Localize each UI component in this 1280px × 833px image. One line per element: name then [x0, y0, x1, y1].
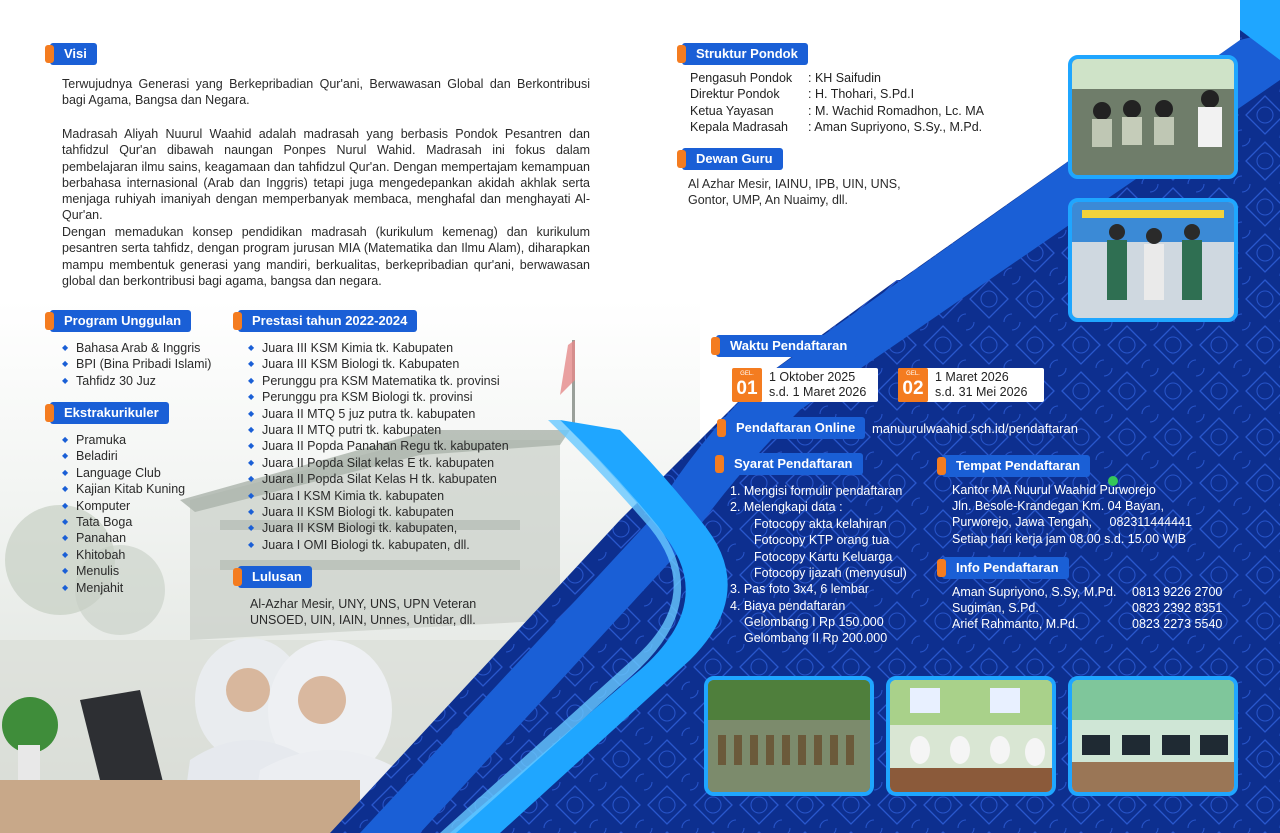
tempat-line: Setiap hari kerja jam 08.00 s.d. 15.00 WIB [952, 532, 1187, 546]
online-label: Pendaftaran Online [722, 417, 865, 439]
info-label: Info Pendaftaran [942, 557, 1069, 579]
prestasi-list [248, 340, 509, 553]
ekstra-item: ◆ Tata Boga [62, 514, 185, 530]
struktur-row: Kepala Madrasah : Aman Supriyono, S.Sy., M.Pd. [690, 120, 983, 134]
prestasi-item: ◆ Perunggu pra KSM Biologi tk. provinsi [248, 389, 509, 405]
program-item: ◆ Tahfidz 30 Juz [62, 373, 211, 389]
struktur-label: Struktur Pondok [682, 43, 808, 65]
prestasi-item: ◆ Juara I OMI Biologi tk. kabupaten, dll. [248, 537, 509, 553]
gel2-end: s.d. 31 Mei 2026 [935, 385, 1028, 399]
registration-url[interactable]: manuurulwaahid.sch.id/pendaftaran [872, 421, 1078, 436]
prestasi-item: ◆ Juara II KSM Biologi tk. kabupaten, [248, 520, 509, 536]
syarat-label: Syarat Pendaftaran [720, 453, 863, 475]
gel-tag: GEL. [740, 371, 754, 377]
contact-phone: 0823 2273 5540 [1132, 617, 1223, 631]
prestasi-label: Prestasi tahun 2022-2024 [238, 310, 417, 332]
syarat-item: 2. Melengkapi data : [730, 500, 843, 514]
dewan-label: Dewan Guru [682, 148, 783, 170]
ekstra-item: ◆ Komputer [62, 498, 185, 514]
gelombang-2-box [898, 368, 1044, 402]
prestasi-item: ◆ Juara II Popda Silat kelas E tk. kabupaten [248, 455, 509, 471]
prestasi-item: ◆ Juara I KSM Kimia tk. kabupaten [248, 488, 509, 504]
ekstra-item: ◆ Menjahit [62, 580, 185, 596]
syarat-item: Fotocopy ijazah (menyusul) [754, 566, 907, 580]
prestasi-item: ◆ Juara II KSM Biologi tk. kabupaten [248, 504, 509, 520]
lulusan-label: Lulusan [238, 566, 312, 588]
visi-paragraph-1: Madrasah Aliyah Nuurul Waahid adalah madrasah yang berbasis Pondok Pesantren dan tahfidzul Qur'an dibawah naungan Ponpes Nurul Wahid. Madrasah ini fokus dalam pembelajaran ilmu sains, keagamaan dan tahfidzul Qur'an. Dengan mempertajam kemampuan berbahasa internasional (Arab dan Inggris) tetapi juga mengedepankan akidah akhlak serta menjaga ruhiyah imaniyah dengan memperbanyak membaca, menghafal dan menghayati Al-Qur'an. [62, 127, 590, 223]
photo-computer-lab [1068, 676, 1238, 796]
visi-statement: Terwujudnya Generasi yang Berkepribadian Qur'ani, Berwawasan Global dan Berkontribusi bagi Agama, Bangsa dan Negara. [62, 77, 590, 108]
waktu-label: Waktu Pendaftaran [716, 335, 857, 357]
photo-olimpiade [1068, 198, 1238, 322]
dewan-line-2: Gontor, UMP, An Nuaimy, dll. [688, 193, 849, 207]
contact-name: Arief Rahmanto, M.Pd. [952, 617, 1079, 631]
dewan-line-1: Al Azhar Mesir, IAINU, IPB, UIN, UNS, [688, 177, 901, 191]
syarat-item: Gelombang I Rp 150.000 [744, 615, 884, 629]
ekstra-list [62, 432, 185, 596]
tempat-line: Purworejo, Jawa Tengah, 082311444441 [952, 515, 1192, 529]
prestasi-item: ◆ Juara II Popda Silat Kelas H tk. kabupaten [248, 471, 509, 487]
ekstra-item: ◆ Kajian Kitab Kuning [62, 481, 185, 497]
photo-classroom [886, 676, 1056, 796]
syarat-item: Fotocopy Kartu Keluarga [754, 550, 893, 564]
lulusan-line-2: UNSOED, UIN, IAIN, Unnes, Untidar, dll. [250, 613, 476, 627]
contact-phone: 0813 9226 2700 [1132, 585, 1223, 599]
program-item: ◆ Bahasa Arab & Inggris [62, 340, 211, 356]
program-list [62, 340, 211, 389]
struktur-row: Ketua Yayasan : M. Wachid Romadhon, Lc. MA [690, 104, 984, 118]
tempat-line: Jln. Besole-Krandegan Km. 04 Bayan, [952, 499, 1164, 513]
struktur-row: Pengasuh Pondok : KH Saifudin [690, 71, 881, 85]
gel2-start: 1 Maret 2026 [935, 370, 1009, 384]
tempat-label: Tempat Pendaftaran [942, 455, 1090, 477]
contact-name: Aman Supriyono, S.Sy, M.Pd. [952, 585, 1117, 599]
syarat-item: 3. Pas foto 3x4, 6 lembar [730, 582, 869, 596]
gel-number: 02 [902, 378, 924, 399]
syarat-item: 1. Mengisi formulir pendaftaran [730, 484, 903, 498]
prestasi-item: ◆ Juara II Popda Panahan Regu tk. kabupaten [248, 438, 509, 454]
syarat-item: 4. Biaya pendaftaran [730, 599, 846, 613]
syarat-item: Fotocopy akta kelahiran [754, 517, 887, 531]
ekstra-item: ◆ Menulis [62, 563, 185, 579]
gel1-start: 1 Oktober 2025 [769, 370, 856, 384]
lulusan-line-1: Al-Azhar Mesir, UNY, UNS, UPN Veteran [250, 597, 477, 611]
ekstra-item: ◆ Panahan [62, 530, 185, 546]
ekstra-item: ◆ Beladiri [62, 448, 185, 464]
syarat-item: Fotocopy KTP orang tua [754, 533, 890, 547]
contact-name: Sugiman, S.Pd. [952, 601, 1039, 615]
program-item: ◆ BPI (Bina Pribadi Islami) [62, 356, 211, 372]
gel1-end: s.d. 1 Maret 2026 [769, 385, 867, 399]
photo-pramuka [704, 676, 874, 796]
prestasi-item: ◆ Juara II MTQ putri tk. kabupaten [248, 422, 509, 438]
prestasi-item: ◆ Juara III KSM Kimia tk. Kabupaten [248, 340, 509, 356]
photo-tahfidz [1068, 55, 1238, 179]
gel-tag: GEL. [906, 371, 920, 377]
contact-phone: 0823 2392 8351 [1132, 601, 1223, 615]
gelombang-1-box [732, 368, 878, 402]
ekstra-item: ◆ Pramuka [62, 432, 185, 448]
ekstra-label: Ekstrakurikuler [50, 402, 169, 424]
struktur-row: Direktur Pondok : H. Thohari, S.Pd.I [690, 87, 915, 101]
ekstra-item: ◆ Language Club [62, 465, 185, 481]
prestasi-item: ◆ Juara II MTQ 5 juz putra tk. kabupaten [248, 406, 509, 422]
syarat-item: Gelombang II Rp 200.000 [744, 631, 888, 645]
prestasi-item: ◆ Juara III KSM Biologi tk. Kabupaten [248, 356, 509, 372]
visi-label: Visi [50, 43, 97, 65]
tempat-line: Kantor MA Nuurul Waahid Purworejo [952, 483, 1156, 497]
visi-paragraph-2: Dengan memadukan konsep pendidikan madrasah (kurikulum kemenag) dan kurikulum pesantren serta tahfidz, dengan program jurusan MIA (Matematika dan Ilmu Alam), diharapkan mampu membentuk generasi yang mandiri, berkualitas, berkepribadian qur'ani, berwawasan global dan berkontribusi bagi agama, bangsa dan negara. [62, 225, 590, 288]
ekstra-item: ◆ Khitobah [62, 547, 185, 563]
gel-number: 01 [736, 378, 758, 399]
program-label: Program Unggulan [50, 310, 191, 332]
prestasi-item: ◆ Perunggu pra KSM Matematika tk. provinsi [248, 373, 509, 389]
